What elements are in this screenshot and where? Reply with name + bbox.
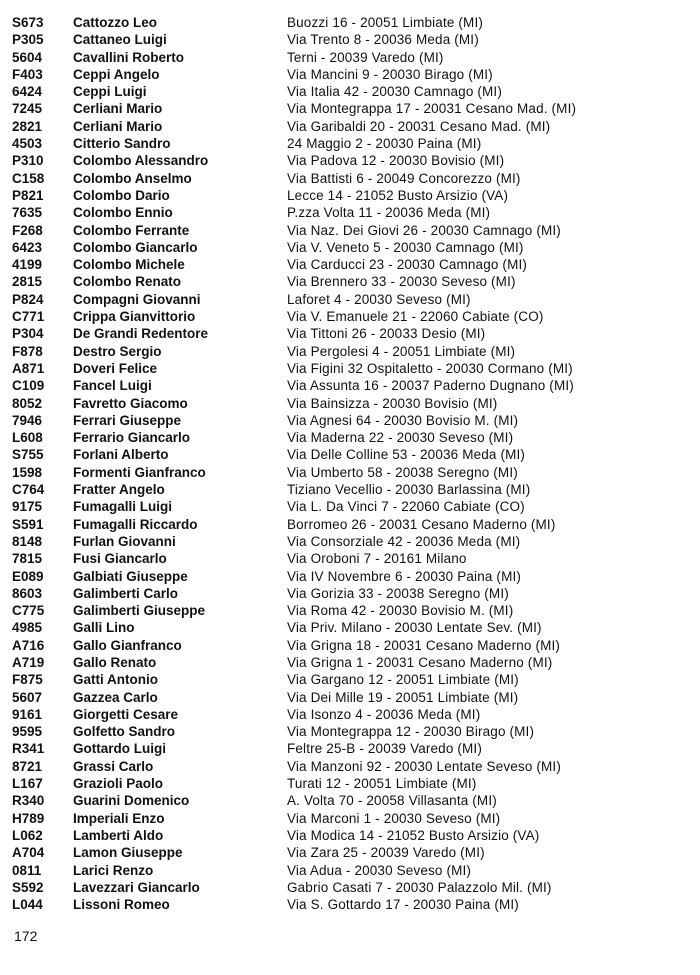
entry-code: A871 <box>12 360 45 376</box>
directory-entry <box>0 429 700 446</box>
entry-address: Via Battisti 6 - 20049 Concorezzo (MI) <box>287 170 521 186</box>
entry-code: F875 <box>12 672 43 688</box>
entry-code: L608 <box>12 430 43 446</box>
entry-code: P310 <box>12 153 44 169</box>
entry-code: F878 <box>12 343 43 359</box>
entry-code: P305 <box>12 32 44 48</box>
directory-entry <box>0 412 700 429</box>
entry-name: Crippa Gianvittorio <box>73 309 196 325</box>
entry-name: Colombo Giancarlo <box>73 239 198 255</box>
entry-address: P.zza Volta 11 - 20036 Meda (MI) <box>287 205 491 221</box>
entry-code: F268 <box>12 222 43 238</box>
entry-address: Via Bainsizza - 20030 Bovisio (MI) <box>287 395 498 411</box>
entry-code: S673 <box>12 15 44 30</box>
entry-address: Via Roma 42 - 20030 Bovisio M. (MI) <box>287 603 514 619</box>
entry-address: Via Agnesi 64 - 20030 Bovisio M. (MI) <box>287 412 519 428</box>
entry-address: Via Gorizia 33 - 20038 Seregno (MI) <box>287 585 509 601</box>
entry-address: Via Grigna 18 - 20031 Cesano Maderno (MI) <box>287 637 561 653</box>
directory-entry <box>0 14 700 31</box>
entry-name: Galimberti Carlo <box>73 585 179 601</box>
entry-address: Via Umberto 58 - 20038 Seregno (MI) <box>287 464 518 480</box>
entry-address: Via L. Da Vinci 7 - 22060 Cabiate (CO) <box>287 499 525 515</box>
entry-code: L044 <box>12 897 43 913</box>
entry-name: Gottardo Luigi <box>73 741 166 757</box>
directory-entry <box>0 896 700 913</box>
entry-address: Borromeo 26 - 20031 Cesano Maderno (MI) <box>287 516 556 532</box>
directory-entry <box>0 810 700 827</box>
entry-address: 24 Maggio 2 - 20030 Paina (MI) <box>287 136 482 152</box>
entry-name: Galimberti Giuseppe <box>73 603 206 619</box>
entry-name: Colombo Ennio <box>73 205 173 221</box>
directory-entry <box>0 637 700 654</box>
directory-entry <box>0 585 700 602</box>
entry-code: R340 <box>12 793 45 809</box>
entry-address: Via Grigna 1 - 20031 Cesano Maderno (MI) <box>287 654 553 670</box>
directory-entry <box>0 273 700 290</box>
entry-name: Colombo Ferrante <box>73 222 190 238</box>
entry-name: De Grandi Redentore <box>73 326 209 342</box>
entry-code: A716 <box>12 637 45 653</box>
directory-entry <box>0 533 700 550</box>
entry-name: Imperiali Enzo <box>73 810 165 826</box>
entry-address: Feltre 25-B - 20039 Varedo (MI) <box>287 741 482 757</box>
entry-code: 9161 <box>12 706 43 722</box>
entry-address: Buozzi 16 - 20051 Limbiate (MI) <box>287 15 483 30</box>
entry-name: Formenti Gianfranco <box>73 464 206 480</box>
entry-address: Via V. Veneto 5 - 20030 Camnago (MI) <box>287 239 524 255</box>
directory-entry <box>0 118 700 135</box>
directory-entry <box>0 204 700 221</box>
entry-name: Gallo Renato <box>73 654 157 670</box>
entry-code: 8721 <box>12 758 43 774</box>
entry-address: Turati 12 - 20051 Limbiate (MI) <box>287 776 477 792</box>
entry-name: Colombo Renato <box>73 274 181 290</box>
entry-name: Colombo Michele <box>73 257 185 273</box>
directory-entry <box>0 239 700 256</box>
directory-entry <box>0 308 700 325</box>
entry-name: Doveri Felice <box>73 360 158 376</box>
directory-entry <box>0 602 700 619</box>
entry-code: 5604 <box>12 49 43 65</box>
entry-name: Lamberti Aldo <box>73 827 164 843</box>
entry-code: 6423 <box>12 239 43 255</box>
entry-code: A704 <box>12 845 45 861</box>
entry-code: 4503 <box>12 136 43 152</box>
directory-entry <box>0 100 700 117</box>
entry-address: Terni - 20039 Varedo (MI) <box>287 49 444 65</box>
entry-code: H789 <box>12 810 45 826</box>
entry-code: P304 <box>12 326 44 342</box>
entry-code: 7245 <box>12 101 43 117</box>
directory-entry <box>0 706 700 723</box>
entry-code: C109 <box>12 378 45 394</box>
entry-address: Via Tittoni 26 - 20033 Desio (MI) <box>287 326 486 342</box>
directory-entry <box>0 325 700 342</box>
entry-name: Lamon Giuseppe <box>73 845 183 861</box>
entry-code: 2815 <box>12 274 43 290</box>
directory-entry <box>0 844 700 861</box>
entry-address: A. Volta 70 - 20058 Villasanta (MI) <box>287 793 497 809</box>
directory-entry <box>0 135 700 152</box>
directory-entry <box>0 360 700 377</box>
entry-code: 8148 <box>12 533 43 549</box>
directory-entry <box>0 187 700 204</box>
entry-address: Via Gargano 12 - 20051 Limbiate (MI) <box>287 672 519 688</box>
directory-entry <box>0 377 700 394</box>
entry-address: Via Figini 32 Ospitaletto - 20030 Cormano (MI) <box>287 360 573 376</box>
directory-entry <box>0 498 700 515</box>
entry-address: Via Assunta 16 - 20037 Paderno Dugnano (MI) <box>287 378 574 394</box>
entry-name: Grassi Carlo <box>73 758 154 774</box>
entry-name: Cerliani Mario <box>73 101 163 117</box>
entry-name: Giorgetti Cesare <box>73 706 179 722</box>
directory-entry <box>0 395 700 412</box>
entry-name: Fancel Luigi <box>73 378 152 394</box>
entry-name: Citterio Sandro <box>73 136 171 152</box>
directory-entry <box>0 66 700 83</box>
directory-entry <box>0 879 700 896</box>
directory-entry <box>0 654 700 671</box>
directory-entry <box>0 671 700 688</box>
entry-name: Colombo Dario <box>73 187 170 203</box>
entry-code: C764 <box>12 482 45 498</box>
entry-address: Via Isonzo 4 - 20036 Meda (MI) <box>287 706 481 722</box>
entry-code: 7635 <box>12 205 43 221</box>
entry-address: Via Modica 14 - 21052 Busto Arsizio (VA) <box>287 827 540 843</box>
entry-code: 6424 <box>12 84 43 100</box>
directory-entry <box>0 31 700 48</box>
entry-code: 9175 <box>12 499 43 515</box>
entry-code: L167 <box>12 776 43 792</box>
entry-address: Via Carducci 23 - 20030 Camnago (MI) <box>287 257 528 273</box>
entry-address: Via Delle Colline 53 - 20036 Meda (MI) <box>287 447 526 463</box>
entry-code: 1598 <box>12 464 43 480</box>
directory-entry <box>0 83 700 100</box>
directory-entry <box>0 256 700 273</box>
directory-entry <box>0 689 700 706</box>
entry-code: 4199 <box>12 257 43 273</box>
entry-code: S755 <box>12 447 44 463</box>
page-number: 172 <box>14 928 38 944</box>
entry-name: Favretto Giacomo <box>73 395 188 411</box>
entry-address: Via Oroboni 7 - 20161 Milano <box>287 551 467 567</box>
entry-name: Colombo Alessandro <box>73 153 209 169</box>
entry-name: Gatti Antonio <box>73 672 158 688</box>
entry-address: Via Marconi 1 - 20030 Seveso (MI) <box>287 810 501 826</box>
entry-address: Via Padova 12 - 20030 Bovisio (MI) <box>287 153 505 169</box>
entry-code: C771 <box>12 309 45 325</box>
entry-address: Via Montegrappa 12 - 20030 Birago (MI) <box>287 724 535 740</box>
entry-name: Grazioli Paolo <box>73 776 164 792</box>
entry-code: 2821 <box>12 118 43 134</box>
entry-address: Via Consorziale 42 - 20036 Meda (MI) <box>287 533 521 549</box>
entry-address: Via Trento 8 - 20036 Meda (MI) <box>287 32 479 48</box>
entry-address: Via Zara 25 - 20039 Varedo (MI) <box>287 845 485 861</box>
entry-name: Guarini Domenico <box>73 793 190 809</box>
entry-name: Destro Sergio <box>73 343 162 359</box>
directory-entry <box>0 792 700 809</box>
entry-name: Golfetto Sandro <box>73 724 175 740</box>
entry-code: 8603 <box>12 585 43 601</box>
entry-name: Larici Renzo <box>73 862 154 878</box>
entry-code: E089 <box>12 568 44 584</box>
entry-address: Via Brennero 33 - 20030 Seveso (MI) <box>287 274 516 290</box>
directory-entry <box>0 49 700 66</box>
directory-entry <box>0 775 700 792</box>
entry-name: Colombo Anselmo <box>73 170 192 186</box>
entry-name: Galbiati Giuseppe <box>73 568 188 584</box>
entry-name: Ferrario Giancarlo <box>73 430 191 446</box>
entry-code: 9595 <box>12 724 43 740</box>
entry-code: L062 <box>12 827 43 843</box>
directory-entry <box>0 740 700 757</box>
entry-address: Via Naz. Dei Giovi 26 - 20030 Camnago (MI) <box>287 222 561 238</box>
directory-entry <box>0 758 700 775</box>
entry-address: Via Italia 42 - 20030 Camnago (MI) <box>287 84 502 100</box>
entry-code: C158 <box>12 170 45 186</box>
entry-name: Forlani Alberto <box>73 447 169 463</box>
entry-address: Via Priv. Milano - 20030 Lentate Sev. (MI) <box>287 620 542 636</box>
entry-name: Fusi Giancarlo <box>73 551 167 567</box>
directory-entry <box>0 619 700 636</box>
entry-name: Cerliani Mario <box>73 118 163 134</box>
entry-address: Via Pergolesi 4 - 20051 Limbiate (MI) <box>287 343 516 359</box>
entry-code: A719 <box>12 654 45 670</box>
entry-name: Ferrari Giuseppe <box>73 412 182 428</box>
entry-name: Cavallini Roberto <box>73 49 185 65</box>
directory-entry <box>0 481 700 498</box>
entry-name: Lavezzari Giancarlo <box>73 879 200 895</box>
directory-entry <box>0 516 700 533</box>
entry-address: Via S. Gottardo 17 - 20030 Paina (MI) <box>287 897 519 913</box>
directory-entry <box>0 291 700 308</box>
entry-code: R341 <box>12 741 45 757</box>
entry-address: Via Maderna 22 - 20030 Seveso (MI) <box>287 430 514 446</box>
entry-name: Ceppi Luigi <box>73 84 147 100</box>
entry-address: Laforet 4 - 20030 Seveso (MI) <box>287 291 471 307</box>
entry-name: Cattaneo Luigi <box>73 32 167 48</box>
entry-name: Lissoni Romeo <box>73 897 170 913</box>
entry-name: Fumagalli Riccardo <box>73 516 198 532</box>
entry-code: S591 <box>12 516 44 532</box>
directory-entry <box>0 343 700 360</box>
entry-name: Gazzea Carlo <box>73 689 158 705</box>
entry-address: Via Dei Mille 19 - 20051 Limbiate (MI) <box>287 689 519 705</box>
entry-address: Tiziano Vecellio - 20030 Barlassina (MI) <box>287 482 531 498</box>
directory-entry <box>0 464 700 481</box>
entry-code: C775 <box>12 603 45 619</box>
directory-entry <box>0 222 700 239</box>
entry-code: F403 <box>12 66 43 82</box>
entry-name: Ceppi Angelo <box>73 66 160 82</box>
directory-list <box>0 14 700 913</box>
directory-entry <box>0 550 700 567</box>
entry-code: S592 <box>12 879 44 895</box>
entry-name: Compagni Giovanni <box>73 291 201 307</box>
entry-address: Gabrio Casati 7 - 20030 Palazzolo Mil. (MI) <box>287 879 552 895</box>
entry-address: Via Mancini 9 - 20030 Birago (MI) <box>287 66 493 82</box>
directory-entry <box>0 723 700 740</box>
entry-address: Lecce 14 - 21052 Busto Arsizio (VA) <box>287 187 509 203</box>
entry-name: Fumagalli Luigi <box>73 499 173 515</box>
entry-address: Via Montegrappa 17 - 20031 Cesano Mad. (MI) <box>287 101 577 117</box>
entry-name: Cattozzo Leo <box>73 15 157 30</box>
directory-entry <box>0 862 700 879</box>
entry-code: P824 <box>12 291 44 307</box>
entry-address: Via IV Novembre 6 - 20030 Paina (MI) <box>287 568 522 584</box>
directory-entry <box>0 152 700 169</box>
entry-name: Galli Lino <box>73 620 135 636</box>
directory-entry <box>0 568 700 585</box>
directory-entry <box>0 446 700 463</box>
entry-address: Via Manzoni 92 - 20030 Lentate Seveso (MI) <box>287 758 561 774</box>
entry-name: Gallo Gianfranco <box>73 637 182 653</box>
entry-name: Furlan Giovanni <box>73 533 176 549</box>
entry-code: P821 <box>12 187 44 203</box>
entry-code: 0811 <box>12 862 42 878</box>
entry-address: Via Adua - 20030 Seveso (MI) <box>287 862 472 878</box>
directory-entry <box>0 827 700 844</box>
entry-address: Via Garibaldi 20 - 20031 Cesano Mad. (MI) <box>287 118 551 134</box>
directory-entry <box>0 170 700 187</box>
entry-code: 5607 <box>12 689 43 705</box>
entry-code: 4985 <box>12 620 43 636</box>
entry-code: 7815 <box>12 551 43 567</box>
entry-name: Fratter Angelo <box>73 482 165 498</box>
entry-code: 8052 <box>12 395 43 411</box>
entry-code: 7946 <box>12 412 43 428</box>
entry-address: Via V. Emanuele 21 - 22060 Cabiate (CO) <box>287 309 544 325</box>
